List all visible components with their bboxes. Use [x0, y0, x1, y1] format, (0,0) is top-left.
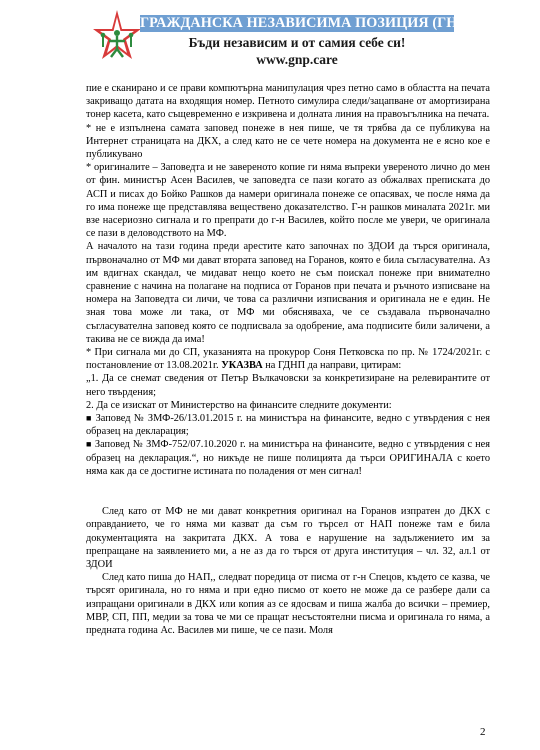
square-bullet-icon: ■: [86, 413, 93, 424]
website: www.gnp.care: [256, 52, 338, 67]
bullet-text: Заповед № ЗМФ-26/13.01.2015 г. на министъра на финансите, ведно с утвърдения с нея образец на декларация;: [86, 413, 490, 438]
paragraph: След като пиша до НАП,, следват поредица от писма от г-н Спецов, където се казва, че търсят оригинала, но го няма и при едно писмо от което не може да се разбере дали са изпращани оригинали в ДКХ или копия аз се ядосвам и пиша жалба до всички – премиер, МВР, СП, ПП, медии за това че ми се пращат несъстоятелни писма и оригинала го няма, а предната година Ас. Василев ми пише, че се пази. Моля: [86, 572, 490, 636]
letterhead: [88, 8, 474, 67]
quote-item: „1. Да се снемат сведения от Петър Вълкачовски за конкретизиране на релевирантите от него твърдения;: [86, 373, 490, 398]
square-bullet-icon: ■: [86, 439, 92, 450]
bullet-text: Заповед № ЗМФ-752/07.10.2020 г. на министъра на финансите, ведно с утвърдения с нея образец на декларация.“, но никъде не пише полицията да търси ОРИГИНАЛА с което няма как да се достигне истината по поладения от мен сигнал!: [86, 439, 490, 477]
bullet-item: [86, 438, 490, 478]
paragraph: А началото на тази година преди арестите като започнах по ЗДОИ да търся оригинала, първоначално от МФ ми дават втората заповед на Горанов, която е била съгласувателна. Аз им вдигнах скандал, че мидават нещо което не съм поискал понеже при внимателно сравнение с начина на полагане на подписа от Горанов при печата и ръчното изписване на номера на Заповедта си личи, че това са различни изписвания и оригинала не е един. Не зная това може ли така, от МФ ми обясняваха, че се създавала първоначално съгласувателна заповед която се подписвала за одобрение, ама подписите били заличени, а такива не се вижда да има!: [86, 241, 490, 345]
paragraph: След като от МФ не ми дават конкретния оригинал на Горанов изпратен до ДКХ с оправданието, че го няма ми казват да съм го търсел от НАП понеже там е била документацията на закритата ДКХ. А това е нарушение на задължението им за препращане на заявлението ми, а не аз да го търся от друга институция – чл. 32, ал.1 от ЗДОИ: [86, 506, 490, 570]
paragraph: * не е изпълнена самата заповед понеже в нея пише, че тя трябва да се публикува на Интернет страницата на ДКХ, а след като не се чете номера на документа не е ясно кое е публикувано: [86, 122, 490, 161]
red-star-with-green-figures-logo: [88, 8, 146, 66]
page-number: 2: [480, 726, 486, 738]
paragraph: пие е сканирано и се прави компютърна манипулация чрез петно само в областта на печата закриващо датата на входящия номер. Петното симулира следи/зацапване от амортизирана тонер касета, като същевременно е изкривена и долната линия на правоъгълника на печата.: [86, 83, 490, 121]
slogan: Бъди независим и от самия себе си!: [188, 35, 406, 50]
spacer: [86, 478, 490, 505]
organization-title: ГРАЖДАНСКА НЕЗАВИСИМА ПОЗИЦИЯ (ГНП): [140, 15, 474, 31]
quote-item: 2. Да се изискат от Министерство на финансите следните документи:: [86, 399, 392, 411]
paragraph: [86, 346, 490, 372]
emphasis-text: УКАЗВА: [221, 360, 263, 372]
letter-body: [86, 82, 490, 637]
paragraph-text: * При сигнала ми до СП, указанията на прокурор Соня Петковска по пр. № 1724/2021г. с постановление от 13.08.2021г.: [86, 347, 490, 372]
paragraph-text: на ГДНП да направи, цитирам:: [262, 360, 402, 372]
paragraph: * оригиналите – Заповедта и не завереното копие ги няма въпреки увереното лично до мен от фин. министър Асен Василев, че заповедта се пази когато аз обжалвах преписката до АСП и писах до Бойко Рашков да намери оригинала понеже се опасявах, че после няма да го има понеже ще представлява веществено доказателство. Г-н рашков миналата 2021г. ми взе насериозно сигнала и го препрати до г-н Василев, който после ме увери, че оригинала се пази в деловодството на МФ.: [86, 162, 490, 240]
bullet-item: [86, 412, 490, 438]
